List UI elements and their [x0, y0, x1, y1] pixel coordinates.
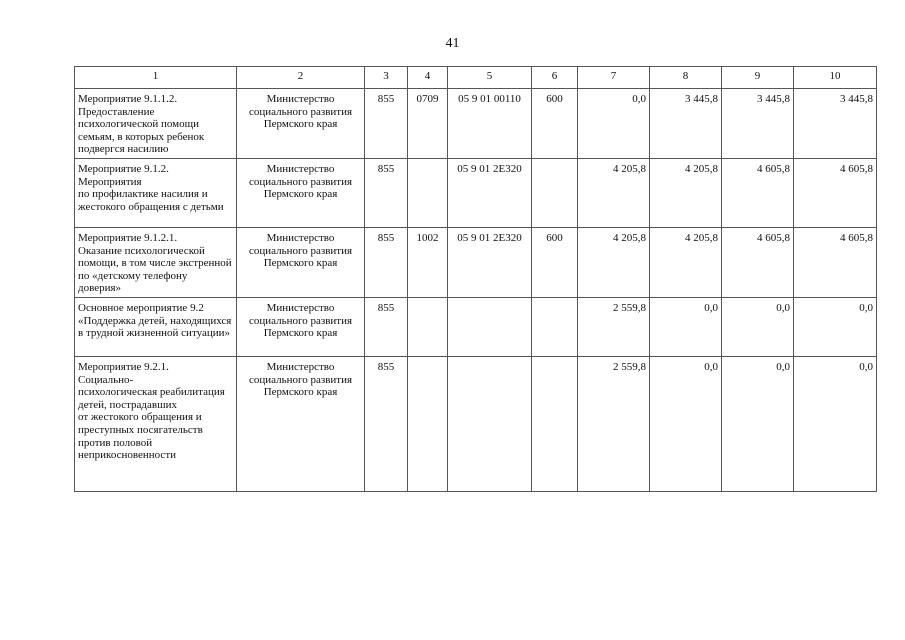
header-col-2: 2 — [237, 67, 365, 89]
table-body — [75, 89, 877, 492]
cell-col-10: 3 445,8 — [794, 89, 877, 159]
header-col-3: 3 — [365, 67, 408, 89]
cell-event-name: Мероприятие 9.1.1.2. Предоставление психологической помощи семьям, в которых ребенок подвергся насилию — [75, 89, 237, 159]
cell-col-10: 0,0 — [794, 356, 877, 491]
cell-col-5 — [448, 356, 532, 491]
cell-col-5: 05 9 01 2E320 — [448, 158, 532, 227]
cell-event-name: Мероприятие 9.1.2.1. Оказание психологической помощи, в том числе экстренной по «детскому телефону доверия» — [75, 227, 237, 297]
cell-col-9: 0,0 — [722, 297, 794, 356]
cell-col-7: 2 559,8 — [578, 297, 650, 356]
cell-executor: Министерство социального развития Пермского края — [237, 89, 365, 159]
cell-col-5: 05 9 01 2E320 — [448, 227, 532, 297]
header-col-4: 4 — [408, 67, 448, 89]
cell-col-6: 600 — [532, 89, 578, 159]
cell-col-7: 0,0 — [578, 89, 650, 159]
table-row — [75, 158, 877, 227]
cell-col-6 — [532, 158, 578, 227]
cell-col-4: 0709 — [408, 89, 448, 159]
cell-col-3: 855 — [365, 89, 408, 159]
cell-col-9: 4 605,8 — [722, 158, 794, 227]
cell-col-9: 0,0 — [722, 356, 794, 491]
cell-col-6 — [532, 356, 578, 491]
cell-col-8: 0,0 — [650, 297, 722, 356]
header-col-5: 5 — [448, 67, 532, 89]
cell-event-name: Мероприятие 9.1.2. Мероприятия по профилактике насилия и жестокого обращения с детьми — [75, 158, 237, 227]
table-header-row — [75, 67, 877, 89]
cell-col-5 — [448, 297, 532, 356]
cell-col-10: 0,0 — [794, 297, 877, 356]
cell-event-name: Основное мероприятие 9.2 «Поддержка детей, находящихся в трудной жизненной ситуации» — [75, 297, 237, 356]
cell-col-4 — [408, 297, 448, 356]
cell-col-3: 855 — [365, 297, 408, 356]
cell-col-9: 3 445,8 — [722, 89, 794, 159]
table-row — [75, 227, 877, 297]
cell-executor: Министерство социального развития Пермского края — [237, 356, 365, 491]
page-number: 41 — [445, 36, 460, 51]
cell-col-6: 600 — [532, 227, 578, 297]
cell-col-7: 4 205,8 — [578, 158, 650, 227]
cell-col-8: 3 445,8 — [650, 89, 722, 159]
cell-col-5: 05 9 01 00110 — [448, 89, 532, 159]
header-col-7: 7 — [578, 67, 650, 89]
cell-executor: Министерство социального развития Пермского края — [237, 158, 365, 227]
cell-col-3: 855 — [365, 356, 408, 491]
table-row — [75, 89, 877, 159]
cell-col-6 — [532, 297, 578, 356]
cell-col-8: 4 205,8 — [650, 227, 722, 297]
cell-executor: Министерство социального развития Пермского края — [237, 297, 365, 356]
cell-executor: Министерство социального развития Пермского края — [237, 227, 365, 297]
table-row — [75, 356, 877, 491]
cell-col-4 — [408, 356, 448, 491]
budget-table — [74, 66, 877, 492]
cell-col-4 — [408, 158, 448, 227]
header-col-9: 9 — [722, 67, 794, 89]
cell-col-7: 2 559,8 — [578, 356, 650, 491]
header-col-10: 10 — [794, 67, 877, 89]
cell-col-9: 4 605,8 — [722, 227, 794, 297]
cell-col-8: 4 205,8 — [650, 158, 722, 227]
cell-event-name: Мероприятие 9.2.1. Социально- психологическая реабилитация детей, пострадавших от жестокого обращения и преступных посягательств против половой неприкосновенности — [75, 356, 237, 491]
cell-col-10: 4 605,8 — [794, 158, 877, 227]
cell-col-7: 4 205,8 — [578, 227, 650, 297]
cell-col-3: 855 — [365, 158, 408, 227]
header-col-6: 6 — [532, 67, 578, 89]
header-col-8: 8 — [650, 67, 722, 89]
cell-col-4: 1002 — [408, 227, 448, 297]
cell-col-10: 4 605,8 — [794, 227, 877, 297]
header-col-1: 1 — [75, 67, 237, 89]
table-row — [75, 297, 877, 356]
cell-col-8: 0,0 — [650, 356, 722, 491]
cell-col-3: 855 — [365, 227, 408, 297]
